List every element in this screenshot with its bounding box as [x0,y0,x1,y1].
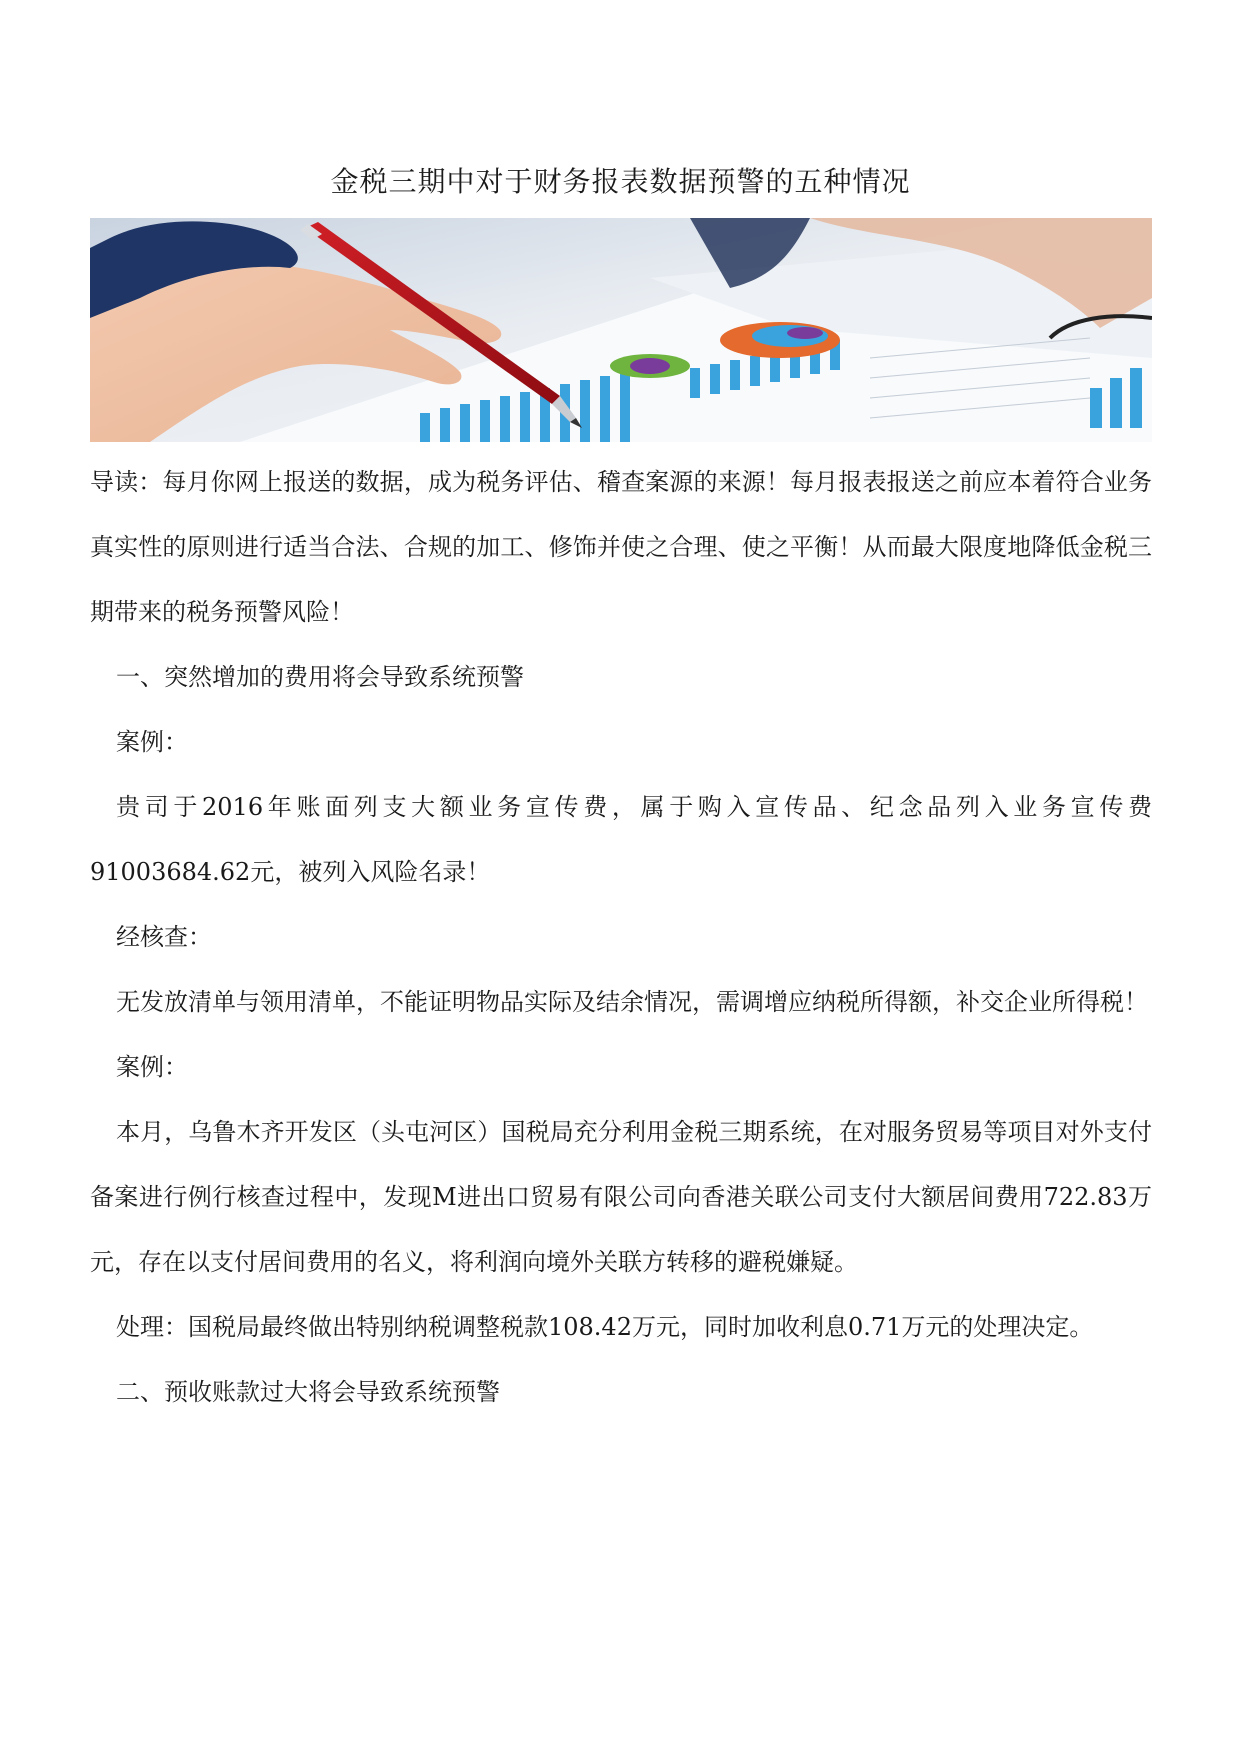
case-label: 案例： [116,1053,188,1081]
document-title: 金税三期中对于财务报表数据预警的五种情况 [330,165,911,198]
section-heading-2: 二、预收账款过大将会导致系统预警 [116,1378,500,1406]
intro-paragraph: 导读：每月你网上报送的数据，成为税务评估、稽查案源的来源！每月报表报送之前应本着符合业务真实性的原则进行适当合法、合规的加工、修饰并使之合理、使之平衡！从而最大限度地降低金税三期带来的税务预警风险！ [90,468,1152,626]
body-text [90,450,1152,1425]
section-heading-1: 一、突然增加的费用将会导致系统预警 [116,663,524,691]
case-label: 案例： [116,728,188,756]
banner-image [90,218,1152,442]
verification-label: 经核查： [116,923,212,951]
case-paragraph: 贵司于2016年账面列支大额业务宣传费，属于购入宣传品、纪念品列入业务宣传费91003684.62元，被列入风险名录！ [90,793,1152,886]
case-paragraph: 本月，乌鲁木齐开发区（头屯河区）国税局充分利用金税三期系统，在对服务贸易等项目对外支付备案进行例行核查过程中，发现M进出口贸易有限公司向香港关联公司支付大额居间费用722.83万元，存在以支付居间费用的名义，将利润向境外关联方转移的避税嫌疑。 [90,1118,1152,1276]
verification-paragraph: 无发放清单与领用清单，不能证明物品实际及结余情况，需调增应纳税所得额，补交企业所得税！ [116,988,1148,1016]
handling-paragraph: 处理：国税局最终做出特别纳税调整税款108.42万元，同时加收利息0.71万元的处理决定。 [116,1313,1094,1341]
